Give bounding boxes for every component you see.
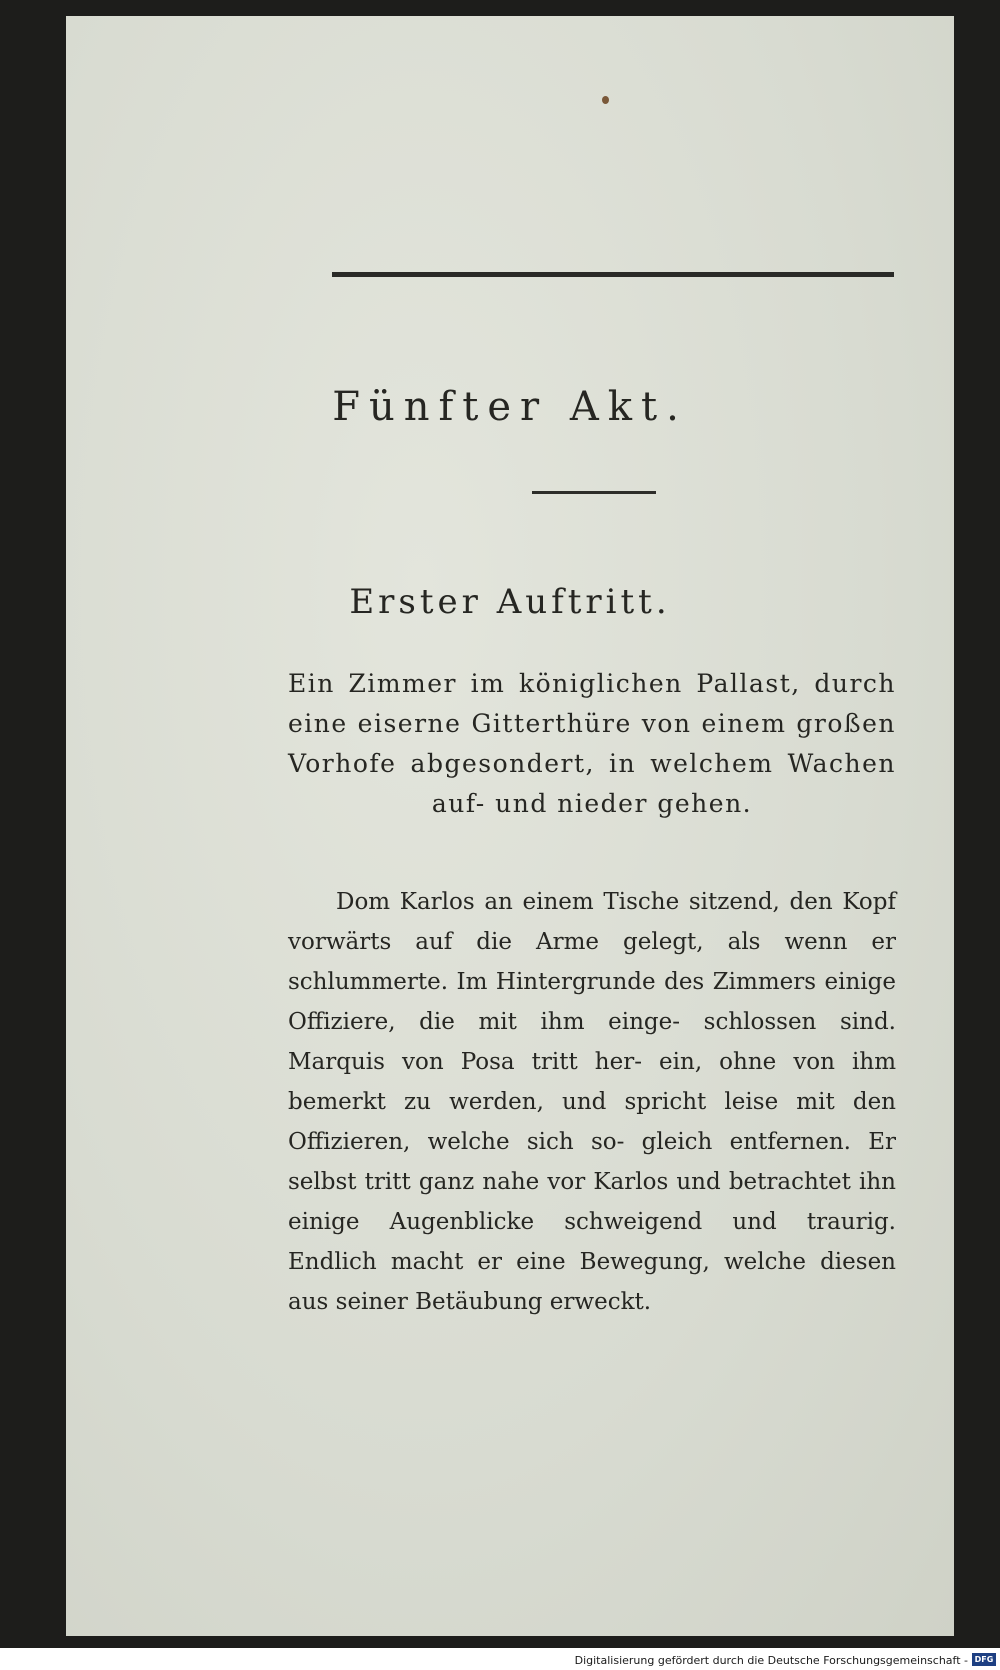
dfg-logo: DFG: [972, 1653, 996, 1666]
act-title: Fünfter Akt.: [332, 384, 688, 430]
ink-spot: [602, 96, 609, 104]
book-page: [66, 16, 954, 1636]
title-divider: [532, 491, 656, 494]
scene-title: Erster Auftritt.: [349, 582, 671, 622]
footer-bar: [0, 1648, 1000, 1670]
footer-credit: Digitalisierung gefördert durch die Deutsche Forschungsgemeinschaft -: [574, 1654, 968, 1667]
scene-setting: Ein Zimmer im königlichen Pallast, durch eine eiserne Gitterthüre von einem großen Vorhofe abgesondert, in welchem Wachen auf- und nieder gehen.: [288, 669, 896, 818]
top-rule: [332, 272, 894, 277]
stage-direction: Dom Karlos an einem Tische sitzend, den Kopf vorwärts auf die Arme gelegt, als wenn er schlummerte. Im Hintergrunde des Zimmers einige Offiziere, die mit ihm einge- schlossen sind. Marquis von Posa tritt her- ein, ohne von ihm bemerkt zu werden, und spricht leise mit den Offizieren, welche sich so- gleich entfernen. Er selbst tritt ganz nahe vor Karlos und betrachtet ihn einige Augenblicke schweigend und traurig. Endlich macht er eine Bewegung, welche diesen aus seiner Betäubung erweckt.: [288, 889, 896, 1315]
